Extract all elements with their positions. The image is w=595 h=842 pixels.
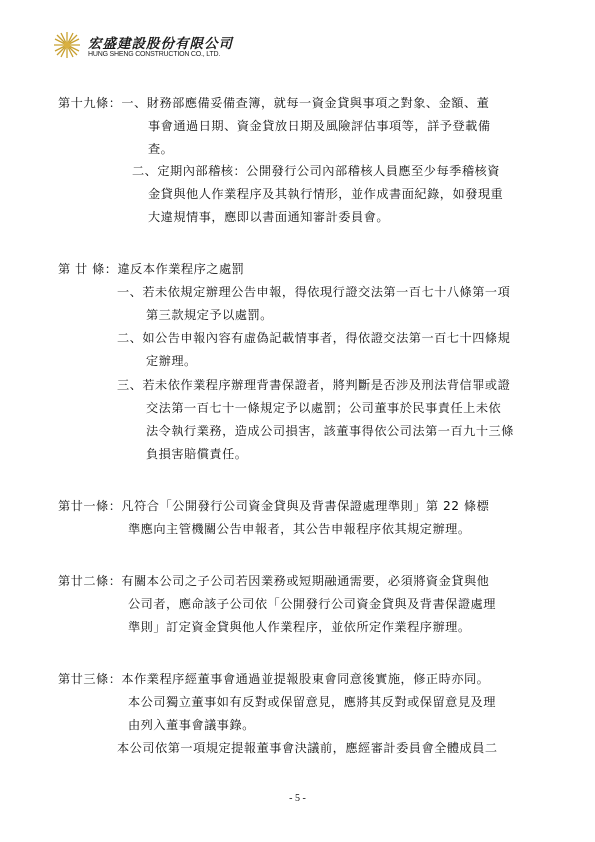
- text-line: 公司者，應命該子公司依「公開發行公司資金貸與及背書保證處理: [128, 597, 496, 611]
- text-line: 由列入董事會議事錄。: [128, 718, 255, 732]
- text-line: 法令執行業務，造成公司損害，該董事得依公司法第一百九十三條: [146, 424, 514, 438]
- text-line: 金貸與他人作業程序及其執行情形，並作成書面紀錄，如發現重: [148, 187, 504, 201]
- text-line: 二、定期內部稽核：公開發行公司內部稽核人員應至少每季稽核資: [132, 164, 500, 178]
- text-line: 第三款規定予以處罰。: [146, 308, 273, 322]
- text-line: 第 廿 條：違反本作業程序之處罰: [58, 262, 245, 276]
- text-line: 大違規情事，應即以書面通知審計委員會。: [148, 210, 390, 224]
- text-line: 事會通過日期、資金貸放日期及風險評估事項等，詳予登載備: [148, 119, 491, 133]
- company-name: 宏盛建設股份有限公司: [88, 36, 233, 52]
- text-line: 交法第一百七十一條規定予以處罰；公司董事於民事責任上未依: [146, 401, 502, 415]
- text-line: 準應向主管機關公告申報者，其公告申報程序依其規定辦理。: [128, 522, 471, 536]
- text-line: 定辦理。: [146, 354, 197, 368]
- text-line: 本公司獨立董事如有反對或保留意見，應將其反對或保留意見及理: [128, 695, 496, 709]
- company-name-english: HUNG SHENG CONSTRUCTION CO., LTD.: [88, 51, 221, 58]
- text-line: 二、如公告申報內容有虛偽記載情事者，得依證交法第一百七十四條規: [117, 331, 511, 345]
- text-line: 第廿一條：凡符合「公開發行公司資金貸與及背書保證處理準則」第 22 條標: [58, 499, 490, 513]
- text-line: 本公司依第一項規定提報董事會決議前，應經審計委員會全體成員二: [117, 741, 498, 755]
- letterhead: [52, 28, 272, 68]
- page-number: - 5 -: [289, 793, 306, 804]
- text-line: 準則」訂定資金貸與他人作業程序，並依所定作業程序辦理。: [128, 620, 471, 634]
- text-line: 第廿二條：有關本公司之子公司若因業務或短期融通需要，必須將資金貸與他: [58, 574, 490, 588]
- text-line: 第十九條：一、財務部應備妥備查簿，就每一資金貸與事項之對象、金額、董: [58, 96, 490, 110]
- text-line: 查。: [148, 142, 174, 156]
- text-line: 第廿三條：本作業程序經董事會通過並提報股東會同意後實施，修正時亦同。: [58, 672, 490, 686]
- text-line: 一、若未依規定辦理公告申報，得依現行證交法第一百七十八條第一項: [117, 285, 511, 299]
- company-logo-icon: [52, 30, 82, 60]
- text-line: 三、若未依作業程序辦理背書保證者，將判斷是否涉及刑法背信罪或證: [117, 378, 511, 392]
- text-line: 負損害賠償責任。: [146, 447, 248, 461]
